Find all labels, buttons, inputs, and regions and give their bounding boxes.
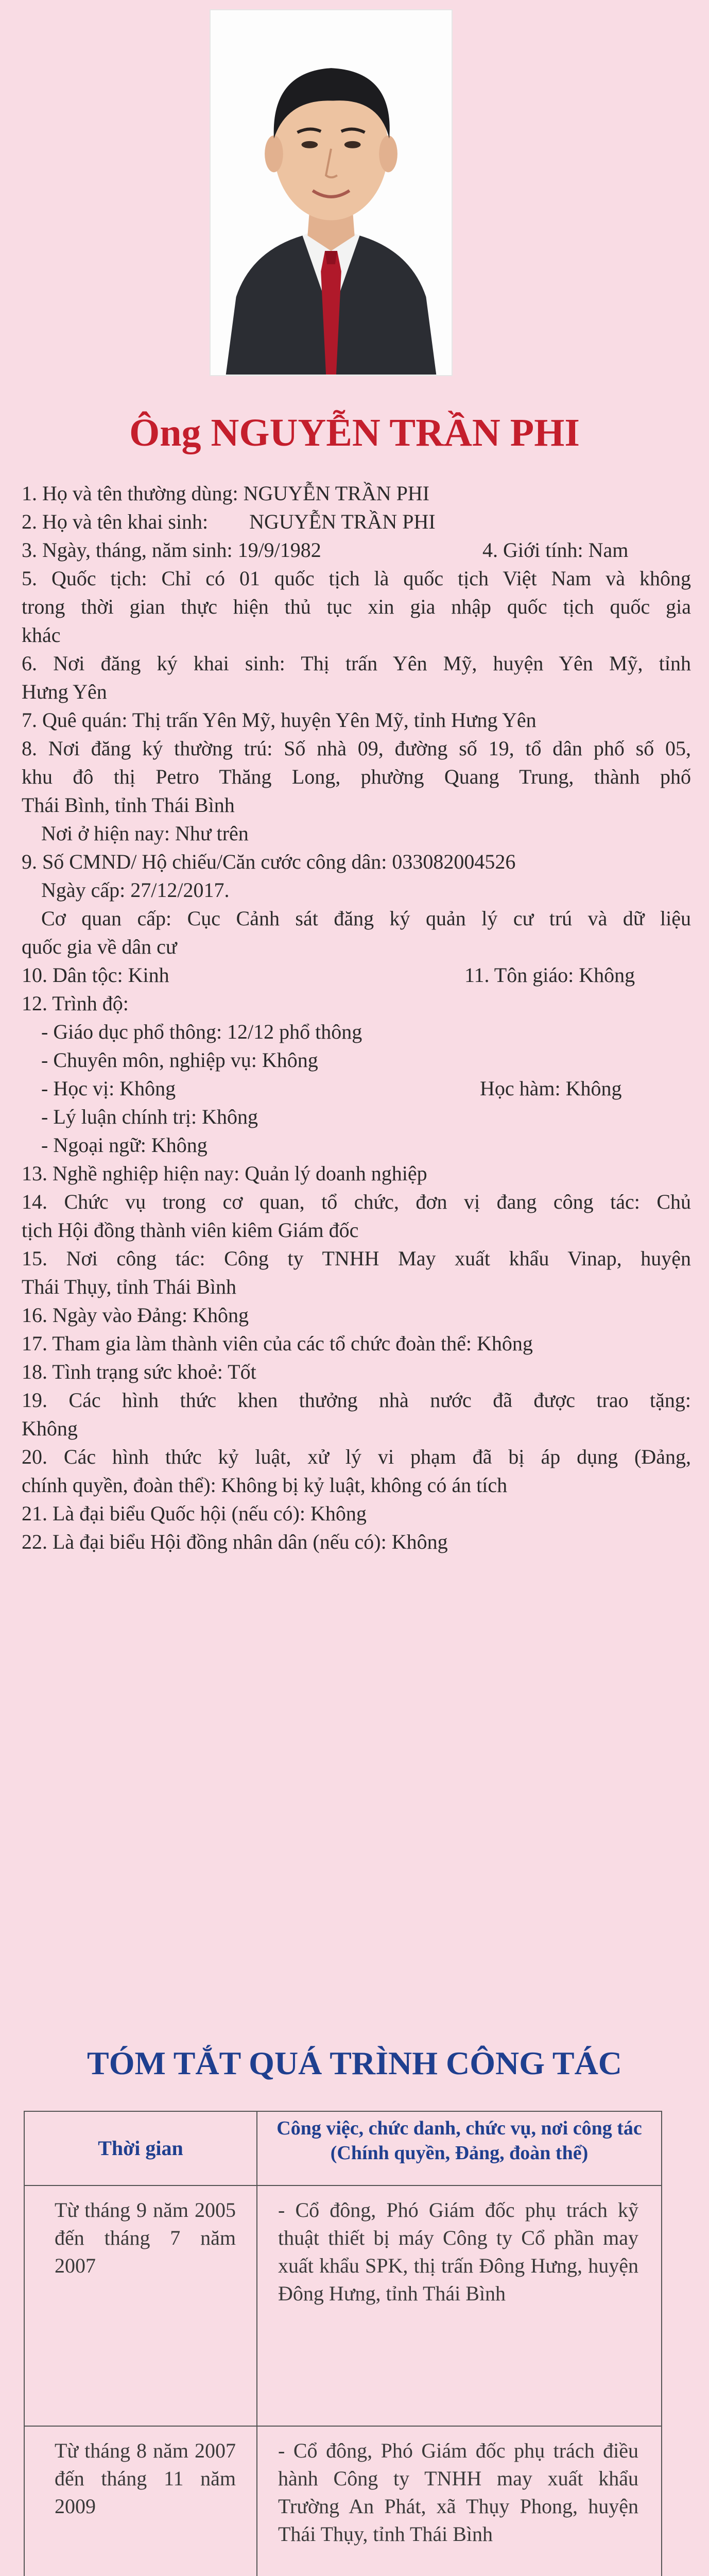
work-history-title: TÓM TẮT QUÁ TRÌNH CÔNG TÁC (87, 2045, 622, 2081)
bio-line: 8. Nơi đăng ký thường trú: Số nhà 09, đường số 19, tổ dân phố số 05, (22, 737, 691, 760)
bio-line: 13. Nghề nghiệp hiện nay: Quản lý doanh nghiệp (22, 1162, 427, 1185)
bio-line (22, 536, 691, 564)
bio-birth-date: 3. Ngày, tháng, năm sinh: 19/9/1982 (22, 538, 321, 562)
bio-line: 18. Tình trạng sức khoẻ: Tốt (22, 1360, 256, 1383)
bio-line: 9. Số CMND/ Hộ chiếu/Căn cước công dân: 033082004526 (22, 850, 516, 873)
bio-line: 22. Là đại biểu Hội đồng nhân dân (nếu có): Không (22, 1530, 448, 1553)
row-time: Từ tháng 8 năm 2007 đến tháng 11 năm 2009 (24, 2426, 257, 2576)
bio-line: 14. Chức vụ trong cơ quan, tổ chức, đơn vị đang công tác: Chủ (22, 1190, 691, 1213)
bio-line: 19. Các hình thức khen thưởng nhà nước đã được trao tặng: (22, 1388, 691, 1412)
bio-line: quốc gia về dân cư (22, 935, 177, 958)
table-row (24, 2426, 662, 2576)
table-header-row (24, 2111, 662, 2185)
bio-line: 2. Họ và tên khai sinh: NGUYỄN TRẦN PHI (22, 510, 436, 533)
bio-line (22, 961, 691, 989)
bio-line: trong thời gian thực hiện thủ tục xin gia nhập quốc tịch quốc gia (22, 595, 691, 618)
person-name-title: Ông NGUYỄN TRẦN PHI (129, 411, 580, 454)
bio-line: Thái Thụy, tỉnh Thái Bình (22, 1275, 237, 1298)
bio-line: 1. Họ và tên thường dùng: NGUYỄN TRẦN PHI (22, 482, 430, 505)
bio-line: - Lý luận chính trị: Không (41, 1105, 258, 1128)
work-history-table (24, 2111, 662, 2576)
header-description-line2: (Chính quyền, Đảng, đoàn thể) (330, 2142, 589, 2164)
bio-line: 21. Là đại biểu Quốc hội (nếu có): Không (22, 1502, 367, 1525)
bio-line: Cơ quan cấp: Cục Cảnh sát đăng ký quản lý cư trú và dữ liệu (41, 907, 691, 930)
bio-line: Nơi ở hiện nay: Như trên (41, 822, 249, 845)
portrait-photo (210, 9, 453, 376)
bio-degree: - Học vị: Không (41, 1077, 176, 1100)
row-description: - Cổ đông, Phó Giám đốc phụ trách kỹ thuật thiết bị máy Công ty Cổ phần may xuất khẩu SPK, thị trấn Đông Hưng, huyện Đông Hưng, tỉnh Thái Bình (257, 2185, 662, 2426)
bio-line: - Chuyên môn, nghiệp vụ: Không (41, 1048, 318, 1072)
bio-line: khu đô thị Petro Thăng Long, phường Quang Trung, thành phố (22, 765, 691, 788)
bio-line: Thái Bình, tỉnh Thái Bình (22, 793, 235, 817)
bio-line: 16. Ngày vào Đảng: Không (22, 1303, 249, 1327)
bio-line: 17. Tham gia làm thành viên của các tổ chức đoàn thể: Không (22, 1332, 533, 1355)
bio-line: khác (22, 623, 61, 647)
bio-line: tịch Hội đồng thành viên kiêm Giám đốc (22, 1218, 359, 1242)
bio-line: - Ngoại ngữ: Không (41, 1133, 207, 1157)
row-time: Từ tháng 9 năm 2005 đến tháng 7 năm 2007 (24, 2185, 257, 2426)
bio-line (22, 1074, 691, 1103)
table-row (24, 2185, 662, 2426)
bio-religion: 11. Tôn giáo: Không (464, 963, 635, 987)
row-description: - Cổ đông, Phó Giám đốc phụ trách điều hành Công ty TNHH may xuất khẩu Trường An Phát, xã Thụy Phong, huyện Thái Thụy, tỉnh Thái Bình (257, 2426, 662, 2576)
bio-line: chính quyền, đoàn thể): Không bị kỷ luật, không có án tích (22, 1473, 508, 1497)
bio-line: Hưng Yên (22, 680, 107, 703)
bio-line: - Giáo dục phổ thông: 12/12 phổ thông (41, 1020, 362, 1043)
header-time: Thời gian (24, 2111, 257, 2185)
bio-line: 6. Nơi đăng ký khai sinh: Thị trấn Yên Mỹ, huyện Yên Mỹ, tỉnh (22, 652, 691, 675)
bio-line: Không (22, 1417, 78, 1440)
bio-line: 5. Quốc tịch: Chỉ có 01 quốc tịch là quốc tịch Việt Nam và không (22, 567, 691, 590)
header-description (257, 2111, 662, 2185)
bio-academic-title: Học hàm: Không (480, 1077, 622, 1100)
bio-line: 15. Nơi công tác: Công ty TNHH May xuất khẩu Vinap, huyện (22, 1247, 691, 1270)
bio-line: Ngày cấp: 27/12/2017. (41, 878, 230, 902)
bio-line: 12. Trình độ: (22, 992, 129, 1015)
header-description-line1: Công việc, chức danh, chức vụ, nơi công tác (276, 2117, 642, 2139)
bio-gender: 4. Giới tính: Nam (482, 538, 629, 562)
bio-line: 7. Quê quán: Thị trấn Yên Mỹ, huyện Yên Mỹ, tỉnh Hưng Yên (22, 708, 537, 732)
bio-line: 20. Các hình thức kỷ luật, xử lý vi phạm đã bị áp dụng (Đảng, (22, 1445, 691, 1468)
bio-ethnicity: 10. Dân tộc: Kinh (22, 963, 169, 987)
biography-section (22, 479, 691, 1556)
